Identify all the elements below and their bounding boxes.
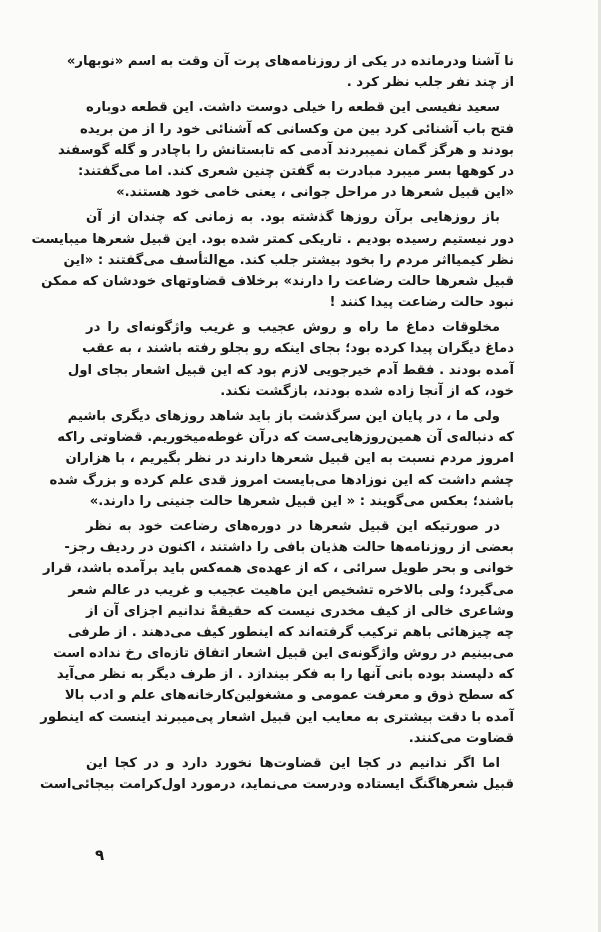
page-number: ۹ [95,846,105,864]
text-line: می‌گیرد؛ ولی بالاخره تشخیص این ماهیت عجیب و غریب در عالم شعر [68,582,514,598]
text-line: قبیل شعرهاگنگ ایستاده ودرست می‌نماید، درمورد اول‌کرامت بیجائی‌است [39,777,514,793]
text-line: خود، که از آنجا زاده شده بودند، بازگشت نکند. [220,383,514,399]
text-line: باشند؛ بعکس می‌گویند : « این قبیل شعرها حالت جنینی را دارند.» [89,493,514,509]
text-line: که سطح ذوق و معرفت عمومی و مشغولین‌کارخانه‌های علم و ادب بالا [64,688,514,704]
text-line: امروز مردم نسبت به این قبیل شعرها دارند در نظر بگیریم ، با هزاران [65,451,514,467]
text-line: در صورتیکه این قبیل شعرها در دوره‌های رضاعت خود به نظر [86,518,500,534]
paragraph [39,753,514,795]
text-line: چه چیزهائی باهم ترکیب گرفته‌اند که اینطور کیف می‌دهند . از طرفی [67,624,514,640]
text-line: وشاعری خالی از کیف مخدری نیست که حقیقةً ندانیم اجزای آن از [86,603,514,619]
paragraph [49,406,514,512]
text-line: که دنباله‌ی آن همین‌روزهایی‌ست که درآن غوطه‌میخوریم. قضاوتی راکه [57,430,514,446]
text-line: فتح باب آشنائی کرد بین من وکسانی که آشنائی خود را از من بریده [80,121,514,137]
text-line: دور نیستیم رسیده بودیم . تاریکی کمتر شده بود. این قبیل شعرها میبایست [31,231,514,247]
text-line: آمده با دقت بیشتری به معایب این قبیل اشعار پی‌میبرند اینست که اینطور [40,709,514,725]
text-line: بودند و هرگز گمان نمیبردند آدمی که تابستانش را باچادر و گله گوسفند [57,142,514,158]
text-line: نا آشنا ودرمانده در یکی از روزنامه‌های پرت آن وقت به اسم «نوبهار» [66,54,514,69]
page-body-text [31,51,514,799]
text-line: نظر کیمیااثر مردم را بخود بیشتر جلب کند. مع‌التأسف می‌گفتند : «این [63,252,514,268]
text-line: آمده بودند . فقط آدم خیرجویی لازم بود که این قبیل اشعار بجای اول [67,362,514,378]
text-line: خوانی و بحر طویل سرائی ، که از عهده‌ی همه‌کس باید برآمده باشد، قرار [43,561,514,577]
text-line: از چند نفر جلب نظر کرد . [346,75,514,91]
text-line: نبود حالت رضاعت پیدا کنند ! [329,295,514,311]
text-line: ولی ما ، در پایان این سرگذشت باز باید شاهد روزهای دیگری باشیم [67,409,500,424]
text-line: می‌بینیم در روش واژگونه‌ی این قبیل اشعار اتفاق تازه‌ای رخ نداده است [53,646,514,662]
paragraph [57,97,514,203]
paragraph [66,51,514,93]
text-line: «این قبیل شعرها در مراحل جوانی ، یعنی خامی خود هستند.» [116,185,514,201]
text-line: که دلپسند بوده بانی آنها را به فکر بیندازد . از طرف دیگر به نظر می‌آید [56,667,514,683]
text-line: سعید نفیسی این قطعه را خیلی دوست داشت. این قطعه دوباره [86,100,500,116]
paragraph [40,516,514,749]
text-line: مخلوقات دماغ ما راه و روش عجیب و غریب واژگونه‌ای را در [86,320,500,336]
text-line: اما اگر ندانیم در کجا این قضاوت‌ها نخورد دارد و در کجا این [86,756,500,771]
text-line: قضاوت می‌کنند. [408,730,514,746]
text-line: باز روزهایی برآن روزها گذشته بود. به زمانی که چندان از آن [86,210,500,226]
paragraph [31,207,514,313]
text-line: قبیل شعرها حالت رضاعت را دارند» برخلاف قضاوتهای خودشان که ممکن [41,273,514,289]
text-line: دماغ دیگران پیدا کرده بود؛ بجای اینکه رو بجلو رفته باشند ، به عقب [82,341,514,357]
text-line: بعضی از روزنامه‌ها حالت هذیان بافی را داشتند ، اکنون در ردیف رجز- [64,540,514,556]
text-line: چشم داشت که این نوزادها می‌بایست امروز قدی علم کرده و بزرگ شده [49,472,514,488]
text-line: در کوهها بسر میبرد مبادرت به گفتن چنین شعری کند. اما می‌گفتند: [77,163,514,179]
paragraph [67,317,514,402]
